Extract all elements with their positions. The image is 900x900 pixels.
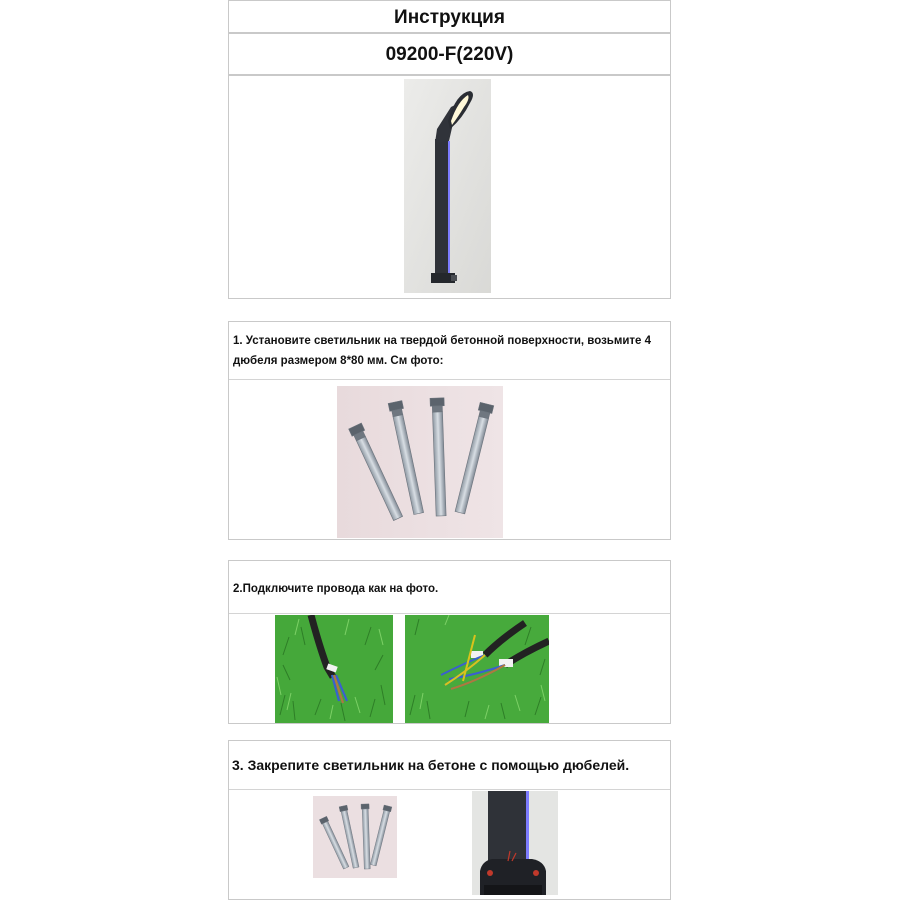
- step-1-text: 1. Установите светильник на твердой бетонной поверхности, возьмите 4 дюбеля размером 8*80 мм. См фото:: [233, 335, 652, 367]
- model-number: 09200-F(220V): [385, 44, 514, 65]
- wires-photo-2: [405, 615, 549, 723]
- divider: [229, 789, 670, 790]
- product-photo: [404, 79, 491, 293]
- dowels-photo-small: [313, 796, 397, 878]
- step-3-cell: [228, 740, 671, 900]
- divider: [229, 613, 670, 614]
- title-cell: [228, 0, 671, 33]
- lamp-base-photo: [472, 791, 558, 895]
- product-photo-cell: [228, 75, 671, 299]
- step-1-cell: [228, 321, 671, 540]
- step-2-text: 2.Подключите провода как на фото.: [233, 583, 439, 595]
- step-2-cell: [228, 560, 671, 724]
- model-cell: [228, 33, 671, 75]
- page-title: Инструкция: [394, 7, 505, 28]
- dowels-photo: [337, 386, 503, 538]
- step-3-text: 3. Закрепите светильник на бетоне с помощью дюбелей.: [232, 757, 630, 773]
- divider: [229, 379, 670, 380]
- wires-photo-1: [275, 615, 393, 723]
